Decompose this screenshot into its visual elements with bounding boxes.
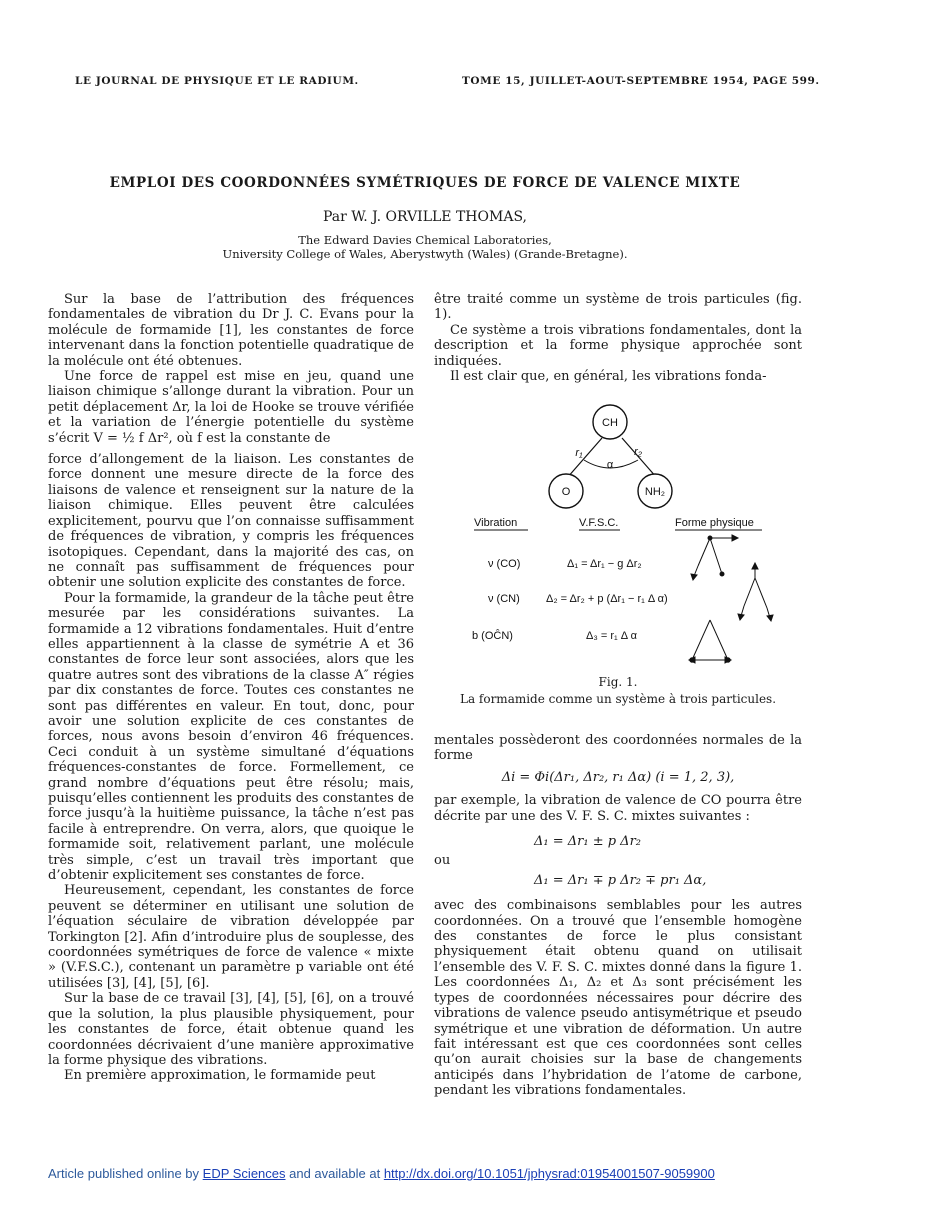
article-title: EMPLOI DES COORDONNÉES SYMÉTRIQUES DE FORCE DE VALENCE MIXTE [109, 175, 741, 191]
right-column-top [434, 292, 802, 384]
label-alpha: α [606, 459, 614, 471]
publication-footer [48, 1166, 715, 1181]
paragraph: être traité comme un système de trois particules (fig. 1). [434, 292, 802, 323]
publisher-link[interactable]: EDP Sciences [202, 1166, 286, 1181]
atom-nh2-label: NH₂ [644, 486, 666, 498]
bond-r1 [567, 438, 602, 478]
col-header-forme: Forme physique [675, 517, 754, 529]
conjunction-ou: ou [434, 853, 451, 869]
paragraph: mentales possèderont des coordonnées normales de la forme [434, 733, 802, 764]
physical-form-co [691, 535, 738, 580]
row-vib-ocn: b (OĈN) [472, 630, 513, 642]
col-header-vibration: Vibration [474, 517, 518, 529]
figure-caption: La formamide comme un système à trois particules. [459, 692, 777, 706]
row-vib-co: ν (CO) [488, 558, 521, 570]
figure-label: Fig. 1. [598, 675, 638, 689]
affiliation-line-2: University College of Wales, Aberystwyth (Wales) (Grande-Bretagne). [222, 247, 628, 261]
running-header-volume: TOME 15, JUILLET-AOUT-SEPTEMBRE 1954, PAGE 599. [462, 75, 820, 87]
row-vfsc-1: Δ₁ = Δr₁ − g Δr₂ [567, 558, 642, 570]
paragraph: par exemple, la vibration de valence de CO pourra être décrite par une des V. F. S. C. mixtes suivantes : [434, 793, 802, 824]
equation-normal-coordinates: Δi = Φi(Δr₁, Δr₂, r₁ Δα) (i = 1, 2, 3), [501, 769, 735, 785]
affiliation-line-1: The Edward Davies Chemical Laboratories, [298, 233, 552, 247]
label-r1: r₁ [575, 447, 583, 459]
paragraph: En première approximation, le formamide peut [64, 1068, 376, 1084]
physical-form-cn [738, 563, 773, 621]
equation-vfsc-a: Δ₁ = Δr₁ ± p Δr₂ [534, 834, 641, 850]
doi-link[interactable]: http://dx.doi.org/10.1051/jphysrad:01954001507-9059900 [383, 1166, 715, 1181]
right-column-bottom [434, 733, 802, 1099]
atom-ch-label: CH [602, 417, 618, 429]
paragraph: force d’allongement de la liaison. Les constantes de force donnent une mesure directe de la force des liaisons de valence et renseignent sur la nature de la liaison chimique. Elles peuvent être calculées explicitement, pourvu que l’on connaisse suffisamment de fréquences de vibration, y compris les fréquences isotopiques. Cependant, dans la majorité des cas, on ne connaît pas suffisamment de fréquences pour obtenir une solution explicite des constantes de force. [48, 452, 414, 591]
bond-r2 [622, 438, 657, 478]
row-vfsc-2: Δ₂ = Δr₂ + p (Δr₁ − r₁ Δ α) [546, 593, 668, 605]
physical-form-ocn [689, 620, 731, 663]
paragraph: Une force de rappel est mise en jeu, quand une liaison chimique s’allonge durant la vibration. Pour un petit déplacement Δr, la loi de Hooke se trouve vérifiée et la variation de l’énergie potentielle du système s’écrit V = ½ f Δr², où f est la constante de [48, 369, 414, 446]
equation-vfsc-b: Δ₁ = Δr₁ ∓ p Δr₂ ∓ pr₁ Δα, [534, 872, 707, 888]
paragraph: Heureusement, cependant, les constantes de force peuvent se déterminer en utilisant une solution de l’équation séculaire de vibration développée par Torkington [2]. Afin d’introduire plus de souplesse, des coordonnées symétriques de force de valence « mixte » (V.F.S.C.), contenant un paramètre p variable ont été utilisées [3], [4], [5], [6]. [48, 883, 414, 991]
footer-middle: and available at [285, 1166, 384, 1181]
paragraph: Sur la base de ce travail [3], [4], [5], [6], on a trouvé que la solution, la plus plausible physiquement, pour les constantes de force, était obtenue quand les coordonnées décrivaient d’une manière approximative la forme physique des vibrations. [48, 991, 414, 1068]
paragraph: Sur la base de l’attribution des fréquences fondamentales de vibration du Dr J. C. Evans pour la molécule de formamide [1], les constantes de force intervenant dans la fonction potentielle quadratique de la molécule ont été obtenues. [48, 292, 414, 369]
row-vib-cn: ν (CN) [488, 593, 520, 605]
footer-prefix: Article published online by [48, 1166, 203, 1181]
paragraph: Ce système a trois vibrations fondamentales, dont la description et la forme physique approchée sont indiquées. [434, 322, 802, 369]
label-r2: r₂ [634, 446, 642, 458]
paragraph: Pour la formamide, la grandeur de la tâche peut être mesurée par les considérations suivantes. La formamide a 12 vibrations fondamentales. Huit d’entre elles appartiennent à la classe de symétrie A et 36 constantes de force leur sont associées, alors que les quatre autres sont des vibrations de la classe A″ régies par dix constantes de force. Toutes ces constantes ne sont pas différentes en valeur. En tout, donc, pour avoir une solution explicite de ces constantes de forces, nous avons besoin d’environ 46 fréquences. Ceci conduit à un système simultané d’équations fréquences-constantes de force. Formellement, ce grand nombre d’équations peut être résolu; mais, puisqu’elles contiennent les produits des constantes de force jusqu’à la huitième puissance, la tâche n’est pas facile à entreprendre. On verra, alors, que quoique le formamide soit, relativement parlant, une molécule très simple, c’est un travail très important que d’obtenir explicitement ses constantes de force. [48, 590, 414, 884]
author-byline: Par W. J. ORVILLE THOMAS, [323, 209, 527, 225]
paragraph: Il est clair que, en général, les vibrations fonda- [450, 369, 767, 385]
left-column [48, 292, 414, 1084]
col-header-vfsc: V.F.S.C. [579, 517, 619, 529]
figure-formamide-diagram [462, 398, 802, 668]
paragraph: avec des combinaisons semblables pour les autres coordonnées. On a trouvé que l’ensemble homogène des constantes de force le plus consistant physiquement était obtenu quand on utilisait l’ensemble des V. F. S. C. mixtes donné dans la figure 1. Les coordonnées Δ₁, Δ₂ et Δ₃ sont précisément les types de coordonnées nécessaires pour décrire des vibrations de valence pseudo antisymétrique et pseudo symétrique et une vibration de déformation. Un autre fait intéressant est que ces coordonnées sont celles qu’on aurait choisies sur la base de changements anticipés dans l’hybridation de l’atome de carbone, pendant les vibrations fondamentales. [434, 898, 802, 1099]
atom-o-label: O [561, 486, 571, 498]
row-vfsc-3: Δ₃ = r₁ Δ α [586, 630, 637, 642]
running-header-journal: LE JOURNAL DE PHYSIQUE ET LE RADIUM. [75, 75, 359, 87]
